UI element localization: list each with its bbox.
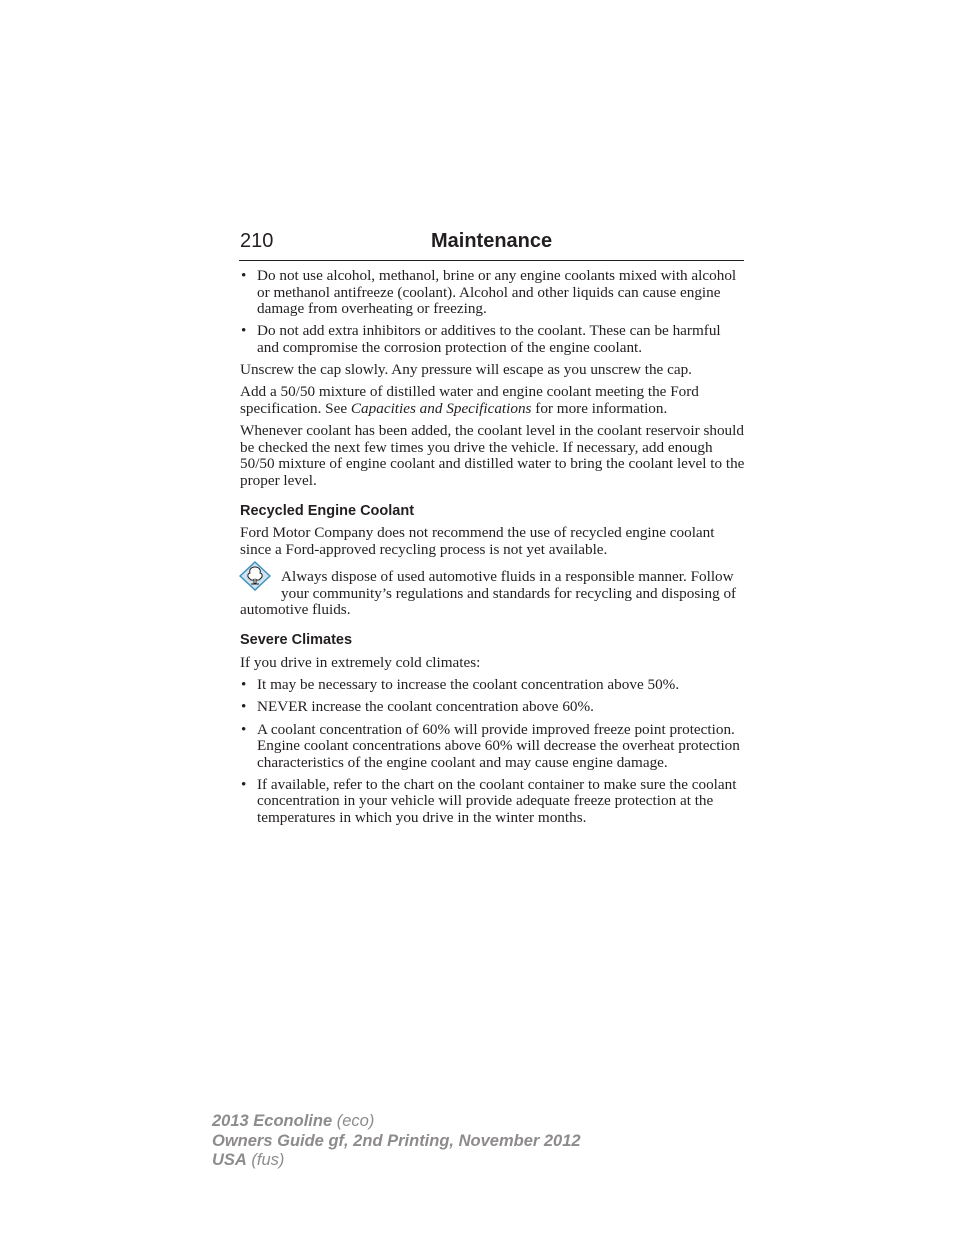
paragraph-coolant-mixture [240,384,745,417]
heading-recycled-coolant: Recycled Engine Coolant [240,502,415,519]
list-item: • A coolant concentration of 60% will provide improved freeze point protection. Engine coolant concentrations above 60% will decrease the overheat protection characteristics of the engine coolant and may cause engine damage. [240,722,745,772]
environment-note-text: Always dispose of used automotive fluids in a responsible manner. Follow your community’s regulations and standards for recycling and disposing of automotive fluids. [240,568,737,619]
footer-market-code: (fus) [246,1151,285,1169]
paragraph-severe-intro: If you drive in extremely cold climates: [240,653,481,671]
environment-note [240,569,745,619]
list-item: • It may be necessary to increase the coolant concentration above 50%. [240,677,745,694]
list-item: • NEVER increase the coolant concentration above 60%. [240,699,745,716]
footer-guide: Owners Guide gf, 2nd Printing, November 2012 [212,1131,581,1150]
page-header [239,228,744,261]
heading-severe-climates: Severe Climates [240,632,353,649]
environment-tree-icon [239,561,271,591]
footer-model: 2013 Econoline [212,1112,333,1130]
section-title: Maintenance [431,230,553,252]
paragraph-coolant-check: Whenever coolant has been added, the coolant level in the coolant reservoir should be checked the next few times you drive the vehicle. If necessary, add enough 50/50 mixture of engine coolant and distilled water to bring the coolant level to the proper level. [240,422,745,489]
paragraph-recycled-coolant: Ford Motor Company does not recommend the use of recycled engine coolant since a Ford-approved recycling process is not yet available. [240,524,715,558]
list-item: • Do not use alcohol, methanol, brine or any engine coolants mixed with alcohol or methanol antifreeze (coolant). Alcohol and other liquids can cause engine damage from overheating or freezing. [240,268,745,318]
coolant-warning-list [240,268,745,356]
footer-model-code: (eco) [332,1112,375,1130]
list-item: • Do not add extra inhibitors or additives to the coolant. These can be harmful and compromise the corrosion protection of the engine coolant. [240,323,745,356]
page-footer [212,1112,581,1171]
list-item: • If available, refer to the chart on the coolant container to make sure the coolant concentration in your vehicle will provide adequate freeze protection at the temperatures in which you drive in the winter months. [240,777,745,827]
mixture-text-after: for more information. [531,399,668,417]
paragraph-unscrew-cap: Unscrew the cap slowly. Any pressure will escape as you unscrew the cap. [240,361,692,379]
footer-market: USA [212,1151,247,1169]
footer-model-line [212,1112,581,1132]
mixture-text-before: Add a 50/50 mixture of distilled water and engine coolant meeting the Ford specification. See [240,383,699,417]
page-content [240,268,745,832]
page-number: 210 [240,230,274,252]
capacities-reference: Capacities and Specifications [350,399,532,417]
footer-market-line [212,1151,581,1171]
severe-climate-list [240,677,745,826]
